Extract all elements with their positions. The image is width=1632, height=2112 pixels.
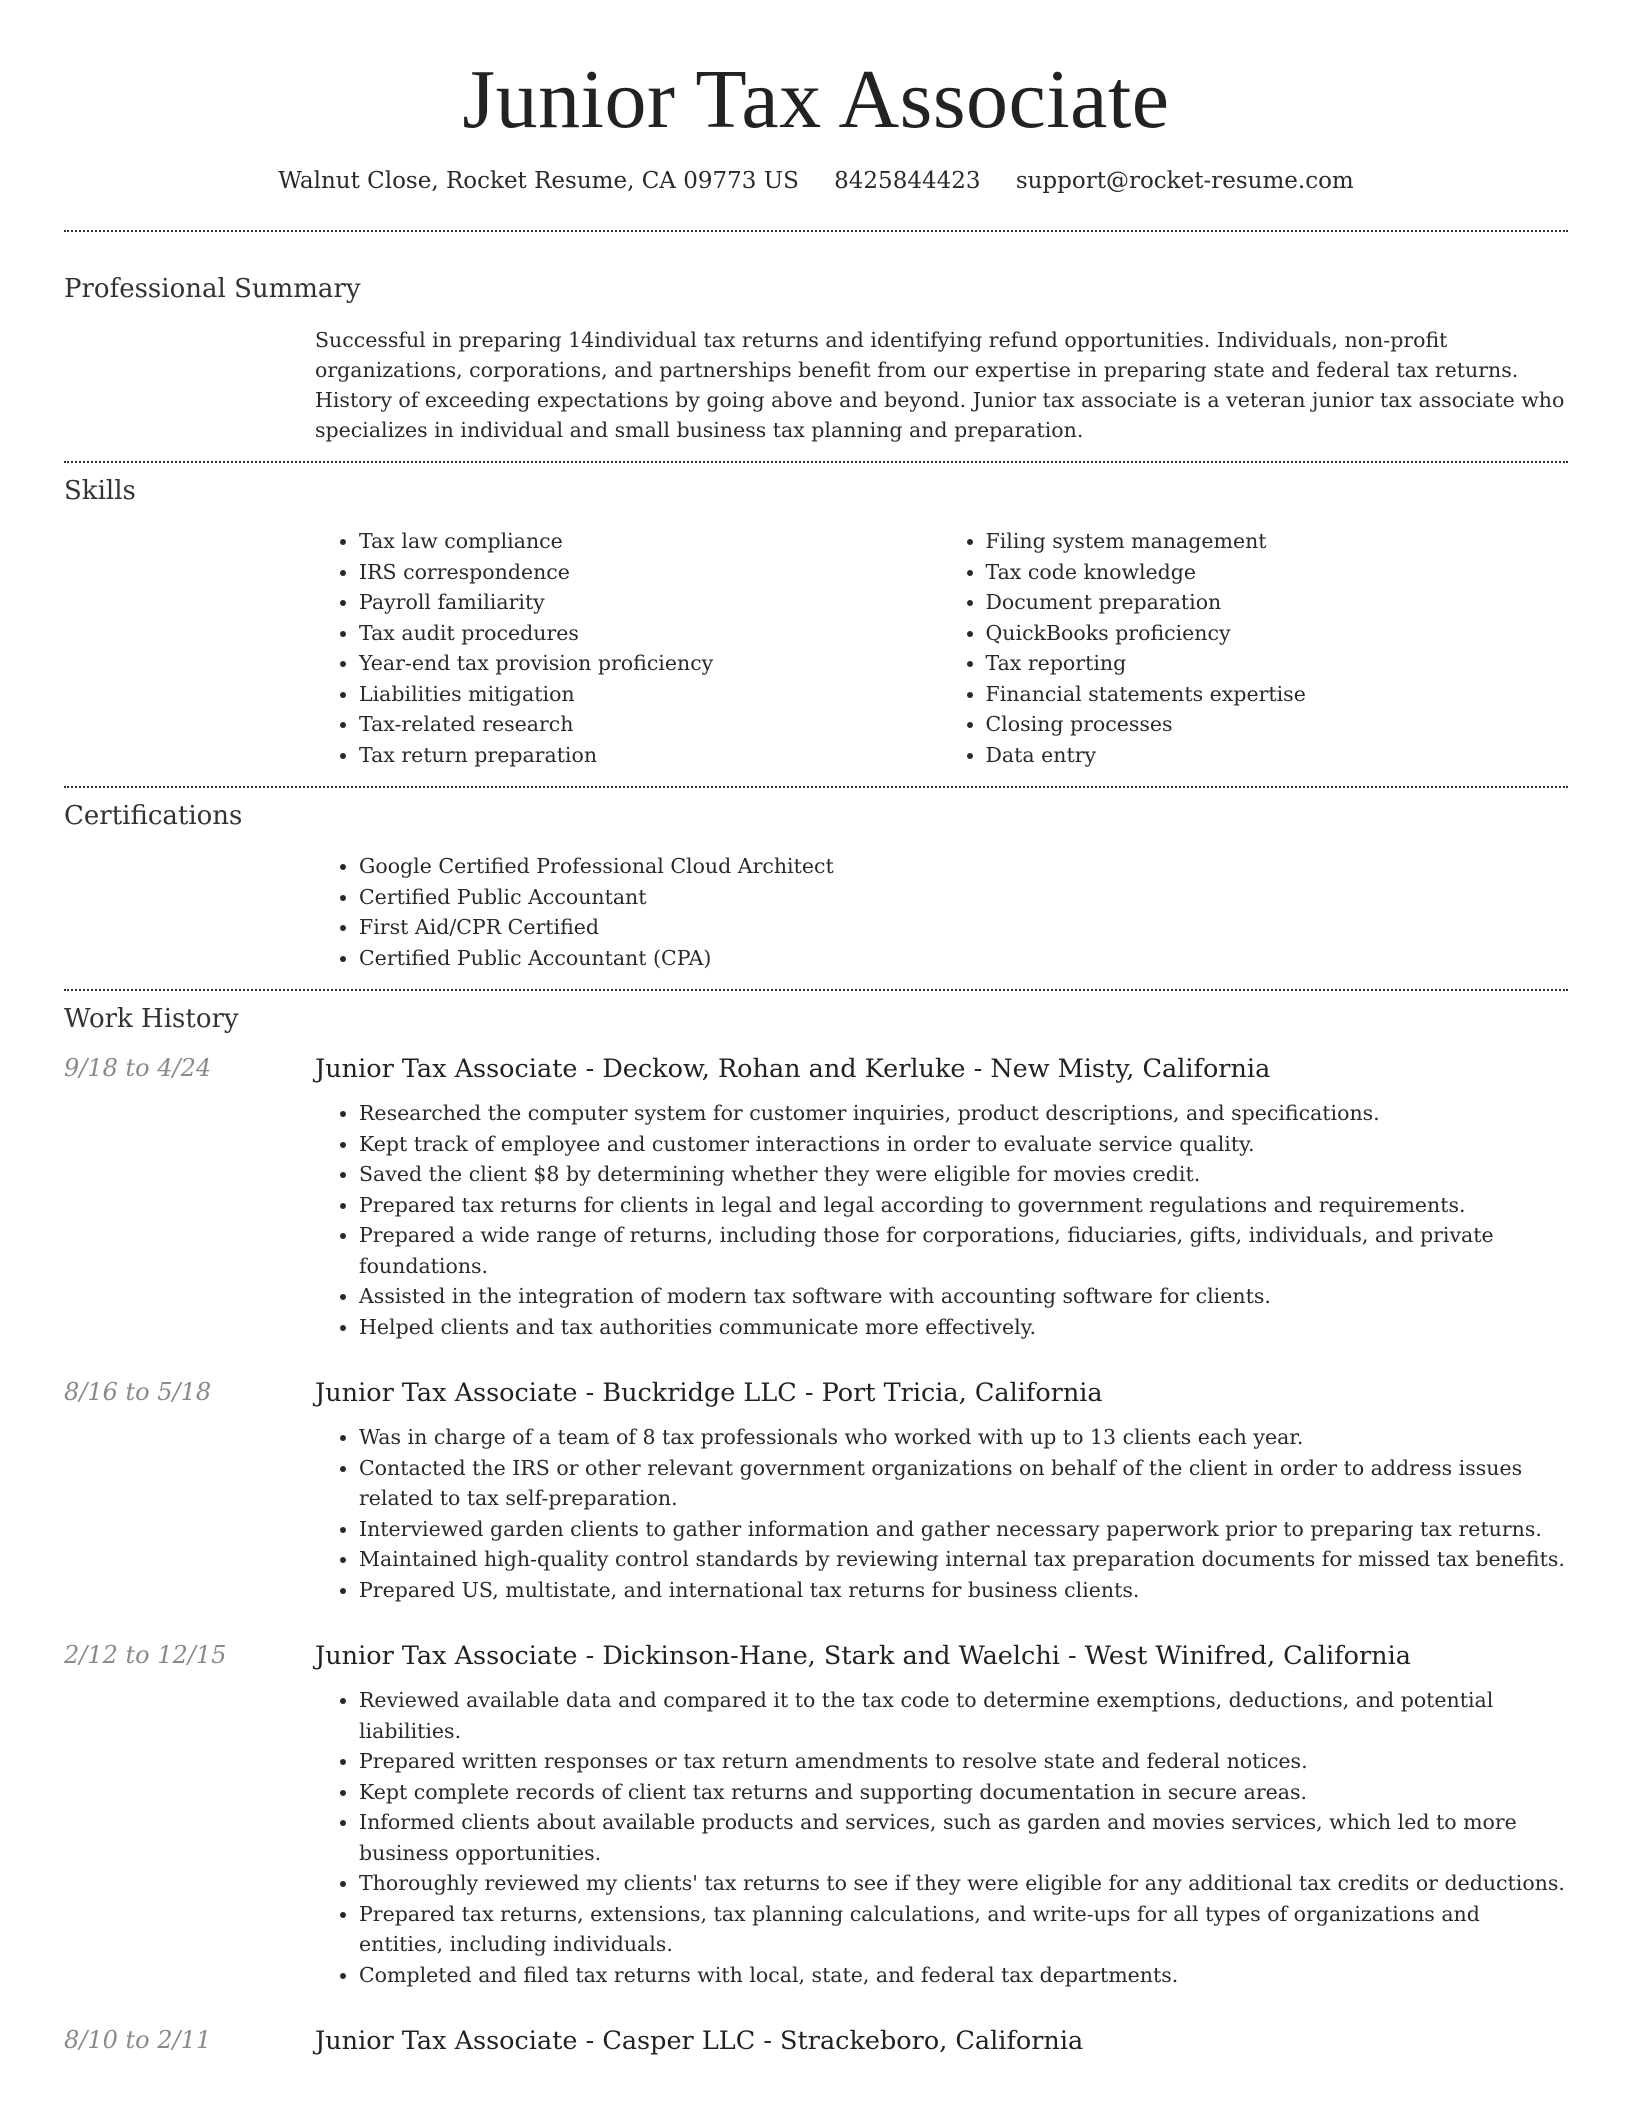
divider — [64, 461, 1568, 463]
skill-item: • Closing processes — [986, 709, 1569, 740]
skill-item: • Tax code knowledge — [986, 557, 1569, 588]
job-bullets — [315, 1098, 1568, 1342]
certification-item: • Google Certified Professional Cloud Architect — [359, 851, 1568, 882]
job-bullet: • Maintained high-quality control standards by reviewing internal tax preparation documents for missed tax benefits. — [359, 1544, 1568, 1575]
job-bullet: • Kept track of employee and customer interactions in order to evaluate service quality. — [359, 1129, 1568, 1160]
skill-item: • Liabilities mitigation — [359, 679, 942, 710]
job-title: Junior Tax Associate - Dickinson-Hane, Stark and Waelchi - West Winifred, California — [315, 1641, 1411, 1671]
job-bullet: • Was in charge of a team of 8 tax professionals who worked with up to 13 clients each year. — [359, 1422, 1568, 1453]
job-bullet: • Prepared US, multistate, and international tax returns for business clients. — [359, 1575, 1568, 1606]
contact-email: support@rocket-resume.com — [1015, 168, 1354, 194]
job-bullet: • Informed clients about available products and services, such as garden and movies services, which led to more business opportunities. — [359, 1807, 1568, 1868]
resume-name: Junior Tax Associate — [462, 53, 1170, 146]
job-bullet: • Contacted the IRS or other relevant government organizations on behalf of the client in order to address issues related to tax self-preparation. — [359, 1453, 1568, 1514]
job-bullet: • Helped clients and tax authorities communicate more effectively. — [359, 1312, 1568, 1343]
job-entry — [64, 2026, 1568, 2056]
skill-item: • Tax-related research — [359, 709, 942, 740]
divider — [64, 230, 1568, 232]
job-bullets — [315, 1422, 1568, 1605]
summary-section — [64, 274, 1568, 445]
summary-text: Successful in preparing 14individual tax returns and identifying refund opportunities. Individuals, non-profit organizations, corporations, and partnerships benefit from our expertise in preparing state and federal tax returns. History of exceeding expectations by going above and beyond. Junior tax associate is a veteran junior tax associate who specializes in individual and small business tax planning and preparation. — [315, 328, 1565, 442]
certification-item: • First Aid/CPR Certified — [359, 912, 1568, 943]
section-title-skills: Skills — [64, 476, 136, 506]
job-bullet: • Interviewed garden clients to gather information and gather necessary paperwork prior to preparing tax returns. — [359, 1514, 1568, 1545]
skills-list-right — [942, 526, 1569, 770]
work-history-section — [64, 1004, 1568, 2056]
job-bullet: • Prepared tax returns, extensions, tax planning calculations, and write-ups for all types of organizations and entities, including individuals. — [359, 1899, 1568, 1960]
job-entry — [64, 1054, 1568, 1342]
job-title: Junior Tax Associate - Deckow, Rohan and Kerluke - New Misty, California — [315, 1054, 1271, 1084]
skill-item: • Data entry — [986, 740, 1569, 771]
skill-item: • Year-end tax provision proficiency — [359, 648, 942, 679]
job-bullet: • Thoroughly reviewed my clients' tax returns to see if they were eligible for any additional tax credits or deductions. — [359, 1868, 1568, 1899]
job-dates: 8/10 to 2/11 — [64, 2026, 212, 2054]
job-title: Junior Tax Associate - Buckridge LLC - Port Tricia, California — [315, 1378, 1103, 1408]
resume-page — [64, 0, 1568, 2092]
certification-item: • Certified Public Accountant — [359, 882, 1568, 913]
job-dates: 2/12 to 12/15 — [64, 1641, 227, 1669]
job-dates: 9/18 to 4/24 — [64, 1054, 212, 1082]
skill-item: • IRS correspondence — [359, 557, 942, 588]
skill-item: • Tax return preparation — [359, 740, 942, 771]
job-bullets — [315, 1685, 1568, 1990]
job-bullet: • Researched the computer system for customer inquiries, product descriptions, and specifications. — [359, 1098, 1568, 1129]
job-bullet: • Kept complete records of client tax returns and supporting documentation in secure areas. — [359, 1777, 1568, 1808]
job-bullet: • Saved the client $8 by determining whether they were eligible for movies credit. — [359, 1159, 1568, 1190]
job-bullet: • Prepared written responses or tax return amendments to resolve state and federal notices. — [359, 1746, 1568, 1777]
section-title-certifications: Certifications — [64, 801, 243, 831]
skill-item: • Tax reporting — [986, 648, 1569, 679]
certifications-list — [315, 851, 1568, 973]
skills-list-left — [315, 526, 942, 770]
job-bullet: • Completed and filed tax returns with local, state, and federal tax departments. — [359, 1960, 1568, 1991]
divider — [64, 786, 1568, 788]
certification-item: • Certified Public Accountant (CPA) — [359, 943, 1568, 974]
contact-address: Walnut Close, Rocket Resume, CA 09773 US — [278, 168, 799, 194]
skill-item: • QuickBooks proficiency — [986, 618, 1569, 649]
job-bullet: • Reviewed available data and compared it to the tax code to determine exemptions, deductions, and potential liabilities. — [359, 1685, 1568, 1746]
skill-item: • Payroll familiarity — [359, 587, 942, 618]
job-entry — [64, 1641, 1568, 1990]
skill-item: • Tax audit procedures — [359, 618, 942, 649]
job-bullet: • Assisted in the integration of modern tax software with accounting software for clients. — [359, 1281, 1568, 1312]
skills-section — [64, 476, 1568, 770]
job-bullet: • Prepared a wide range of returns, including those for corporations, fiduciaries, gifts, individuals, and private foundations. — [359, 1220, 1568, 1281]
section-title-work-history: Work History — [64, 1004, 239, 1034]
job-entry — [64, 1378, 1568, 1605]
job-dates: 8/16 to 5/18 — [64, 1378, 212, 1406]
contact-phone: 8425844423 — [834, 168, 981, 194]
contact-line — [64, 168, 1568, 194]
skill-item: • Document preparation — [986, 587, 1569, 618]
skill-item: • Financial statements expertise — [986, 679, 1569, 710]
skill-item: • Filing system management — [986, 526, 1569, 557]
job-bullet: • Prepared tax returns for clients in legal and legal according to government regulations and requirements. — [359, 1190, 1568, 1221]
skill-item: • Tax law compliance — [359, 526, 942, 557]
certifications-section — [64, 801, 1568, 973]
divider — [64, 989, 1568, 991]
job-title: Junior Tax Associate - Casper LLC - Strackeboro, California — [315, 2026, 1084, 2056]
section-title-summary: Professional Summary — [64, 274, 361, 304]
